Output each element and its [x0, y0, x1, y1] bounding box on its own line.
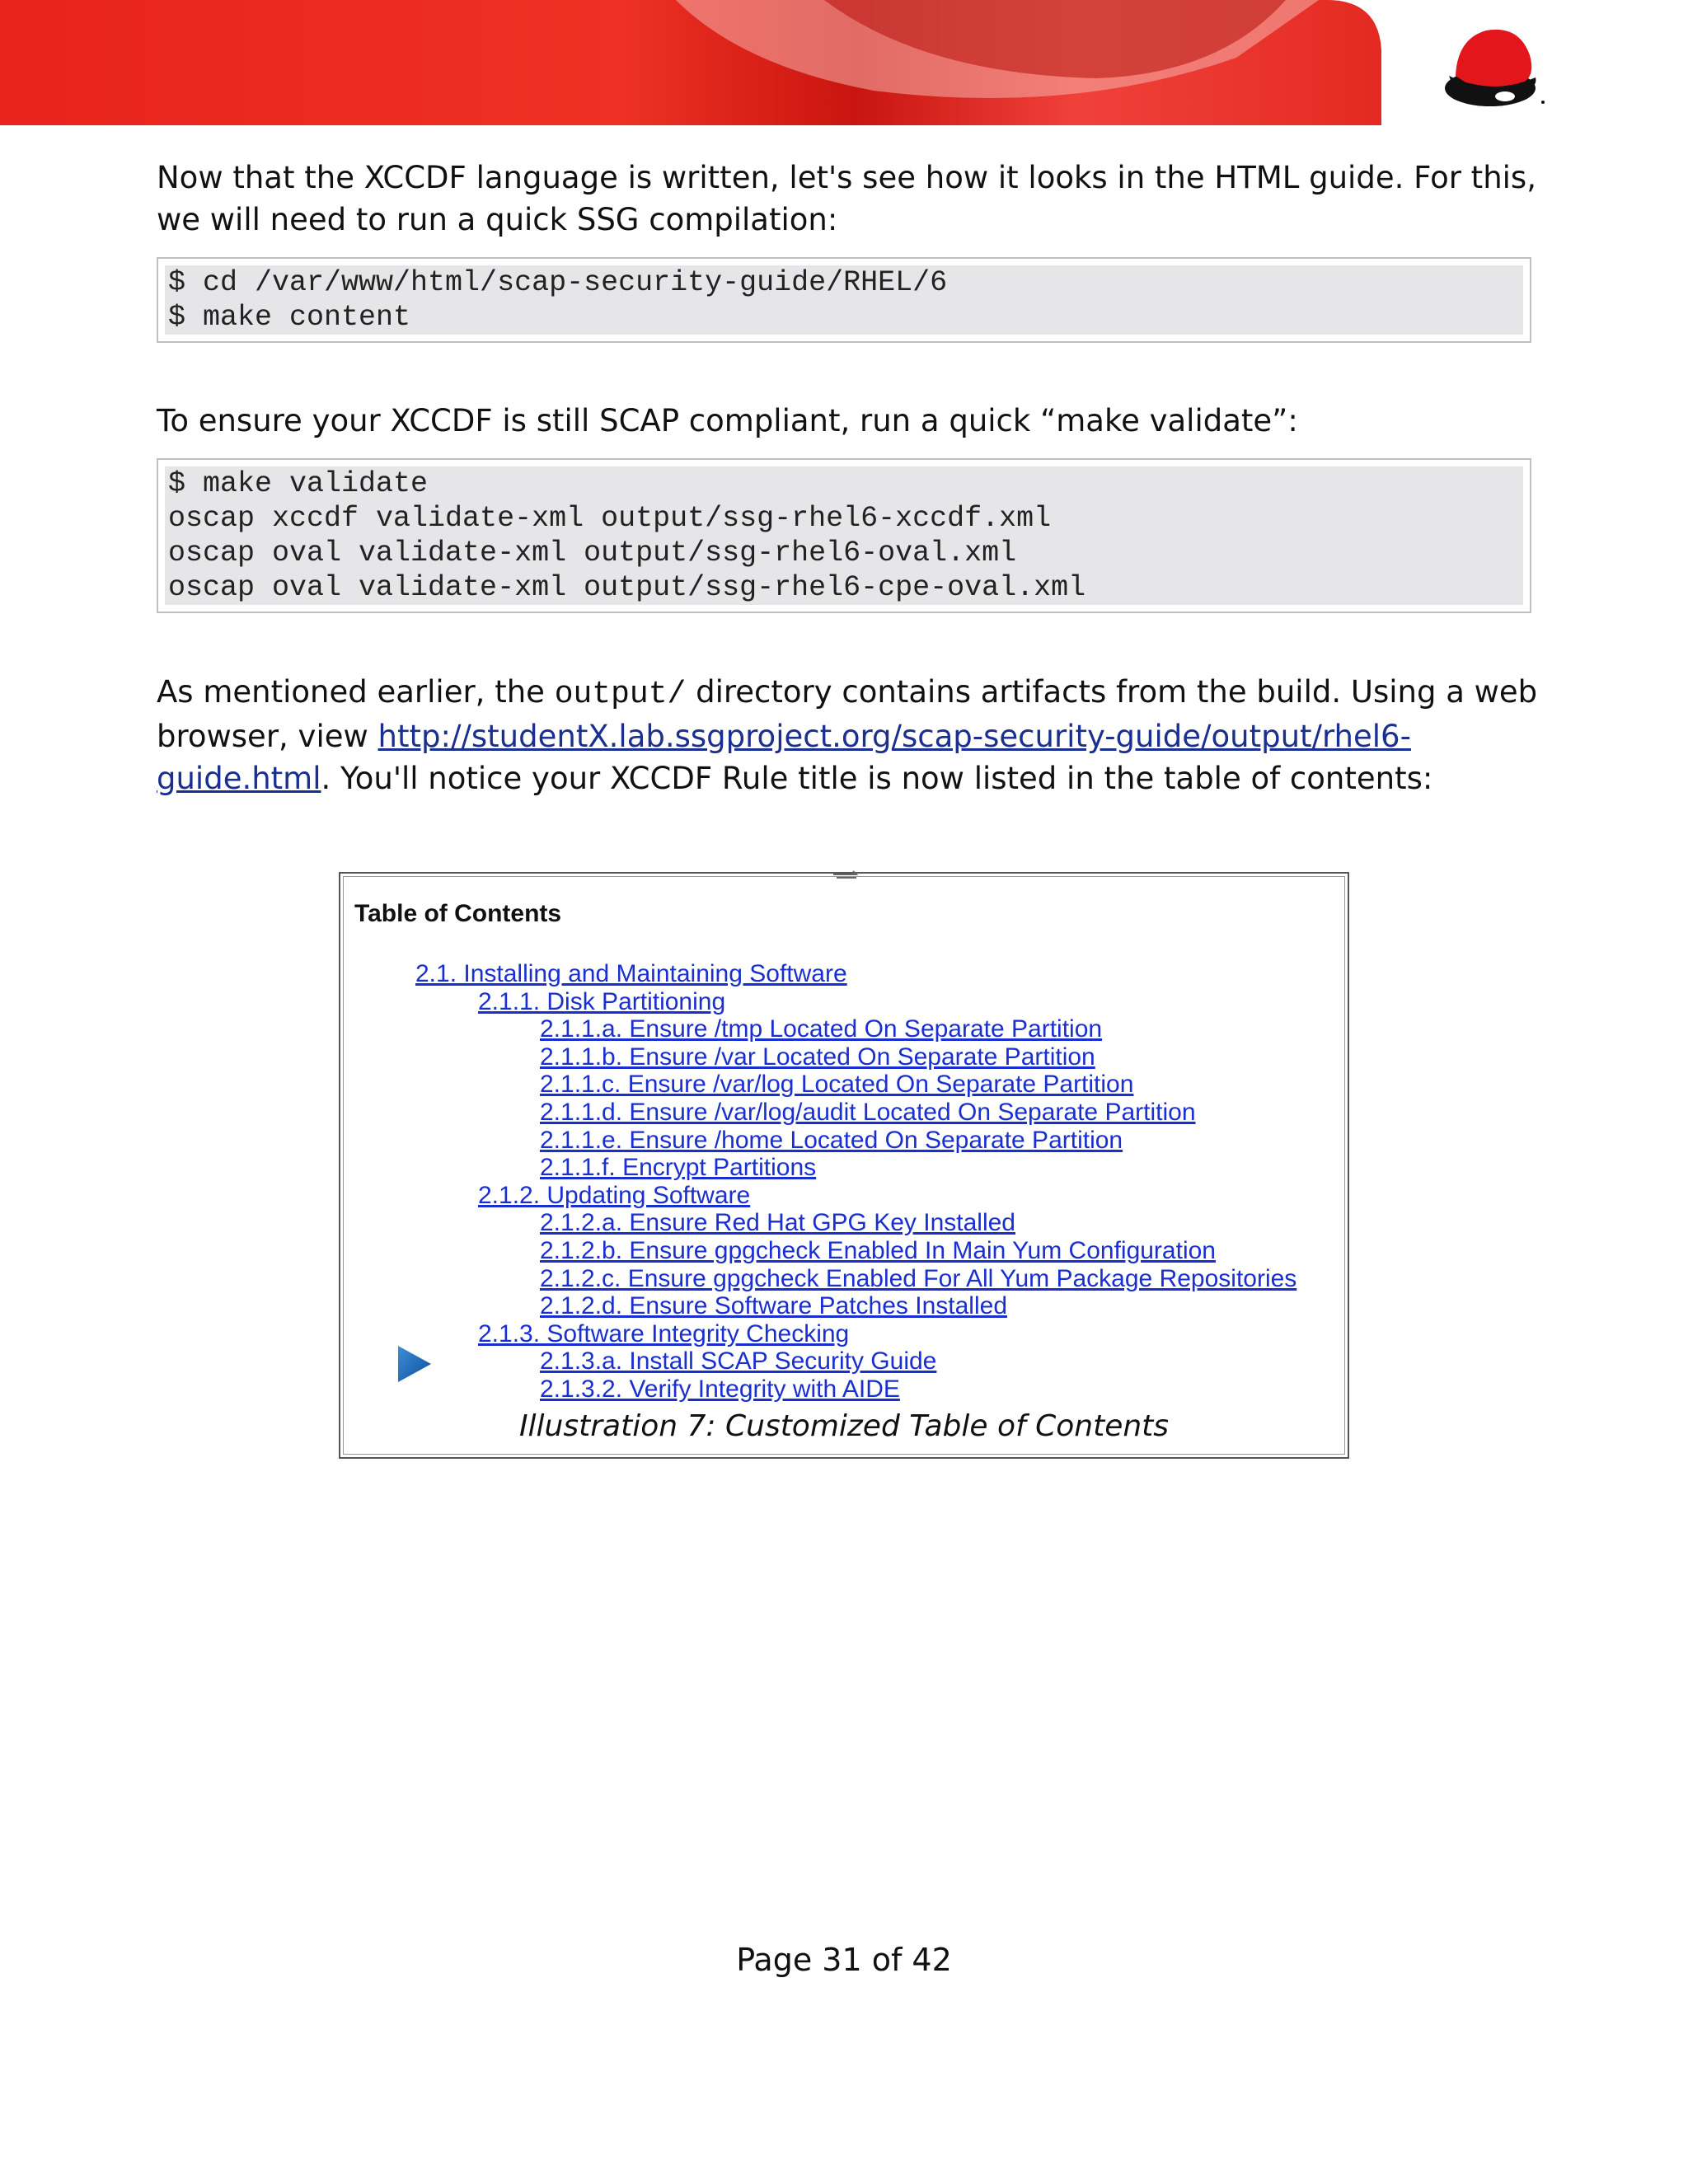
- code-line: oscap oval validate-xml output/ssg-rhel6-cpe-oval.xml: [168, 571, 1086, 604]
- drag-handle-icon: [832, 870, 861, 882]
- toc-list: [340, 960, 1348, 1404]
- code-block-make-content: [157, 257, 1531, 343]
- toc-title: Table of Contents: [354, 900, 562, 927]
- intro-paragraph: Now that the XCCDF language is written, let's see how it looks in the HTML guide. For this, we will need to run a quick SSG compilation:: [157, 160, 1536, 237]
- toc-link[interactable]: 2.1.2.c. Ensure gpgcheck Enabled For All Yum Package Repositories: [540, 1264, 1297, 1292]
- toc-link[interactable]: 2.1.1.f. Encrypt Partitions: [540, 1154, 817, 1182]
- illustration-caption: Illustration 7: Customized Table of Contents: [518, 1409, 1170, 1443]
- toc-link[interactable]: 2.1.1.d. Ensure /var/log/audit Located On Separate Partition: [540, 1098, 1196, 1126]
- header-banner: [0, 0, 1688, 125]
- code-line: $ cd /var/www/html/scap-security-guide/RHEL/6: [168, 266, 948, 299]
- toc-link[interactable]: 2.1.3. Software Integrity Checking: [478, 1319, 850, 1347]
- code-line: $ make validate: [168, 467, 429, 500]
- toc-link[interactable]: 2.1.1.b. Ensure /var Located On Separate Partition: [540, 1043, 1095, 1071]
- toc-link[interactable]: 2.1.3.2. Verify Integrity with AIDE: [540, 1375, 900, 1403]
- toc-link[interactable]: 2.1.1. Disk Partitioning: [478, 987, 726, 1015]
- toc-link[interactable]: 2.1.2.b. Ensure gpgcheck Enabled In Main Yum Configuration: [540, 1236, 1216, 1264]
- code-block-make-validate: [157, 458, 1531, 613]
- code-line: $ make content: [168, 301, 411, 334]
- toc-link[interactable]: 2.1.1.e. Ensure /home Located On Separate Partition: [540, 1126, 1123, 1154]
- toc-link[interactable]: 2.1. Installing and Maintaining Software: [415, 960, 847, 987]
- toc-link[interactable]: 2.1.2.d. Ensure Software Patches Installed: [540, 1292, 1007, 1320]
- guide-link[interactable]: http://studentX.lab.ssgproject.org/scap-security-guide/output/rhel6-guide.html: [157, 719, 1411, 796]
- play-arrow-icon: [395, 1343, 433, 1385]
- toc-link[interactable]: 2.1.1.c. Ensure /var/log Located On Separate Partition: [540, 1071, 1134, 1099]
- page-number: Page 31 of 42: [736, 1942, 952, 1978]
- code-line: oscap xccdf validate-xml output/ssg-rhel6-xccdf.xml: [168, 502, 1052, 535]
- toc-link[interactable]: 2.1.2.a. Ensure Red Hat GPG Key Installed: [540, 1209, 1015, 1237]
- toc-link[interactable]: 2.1.2. Updating Software: [478, 1181, 751, 1209]
- paragraph-text: . You'll notice your XCCDF Rule title is now listed in the table of contents:: [321, 761, 1433, 796]
- paragraph-text: directory contains artifacts from the build. Using a web browser, view: [157, 674, 1538, 754]
- inline-code: output/: [554, 677, 687, 712]
- toc-link[interactable]: 2.1.3.a. Install SCAP Security Guide: [540, 1347, 937, 1376]
- red-hat-logo-icon: [1441, 18, 1548, 113]
- toc-illustration: [339, 872, 1349, 1459]
- output-paragraph: [157, 671, 1541, 799]
- paragraph-text: As mentioned earlier, the: [157, 674, 555, 710]
- toc-link[interactable]: 2.1.1.a. Ensure /tmp Located On Separate Partition: [540, 1015, 1103, 1043]
- validate-paragraph: To ensure your XCCDF is still SCAP compliant, run a quick “make validate”:: [157, 403, 1298, 438]
- code-line: oscap oval validate-xml output/ssg-rhel6-oval.xml: [168, 537, 1017, 569]
